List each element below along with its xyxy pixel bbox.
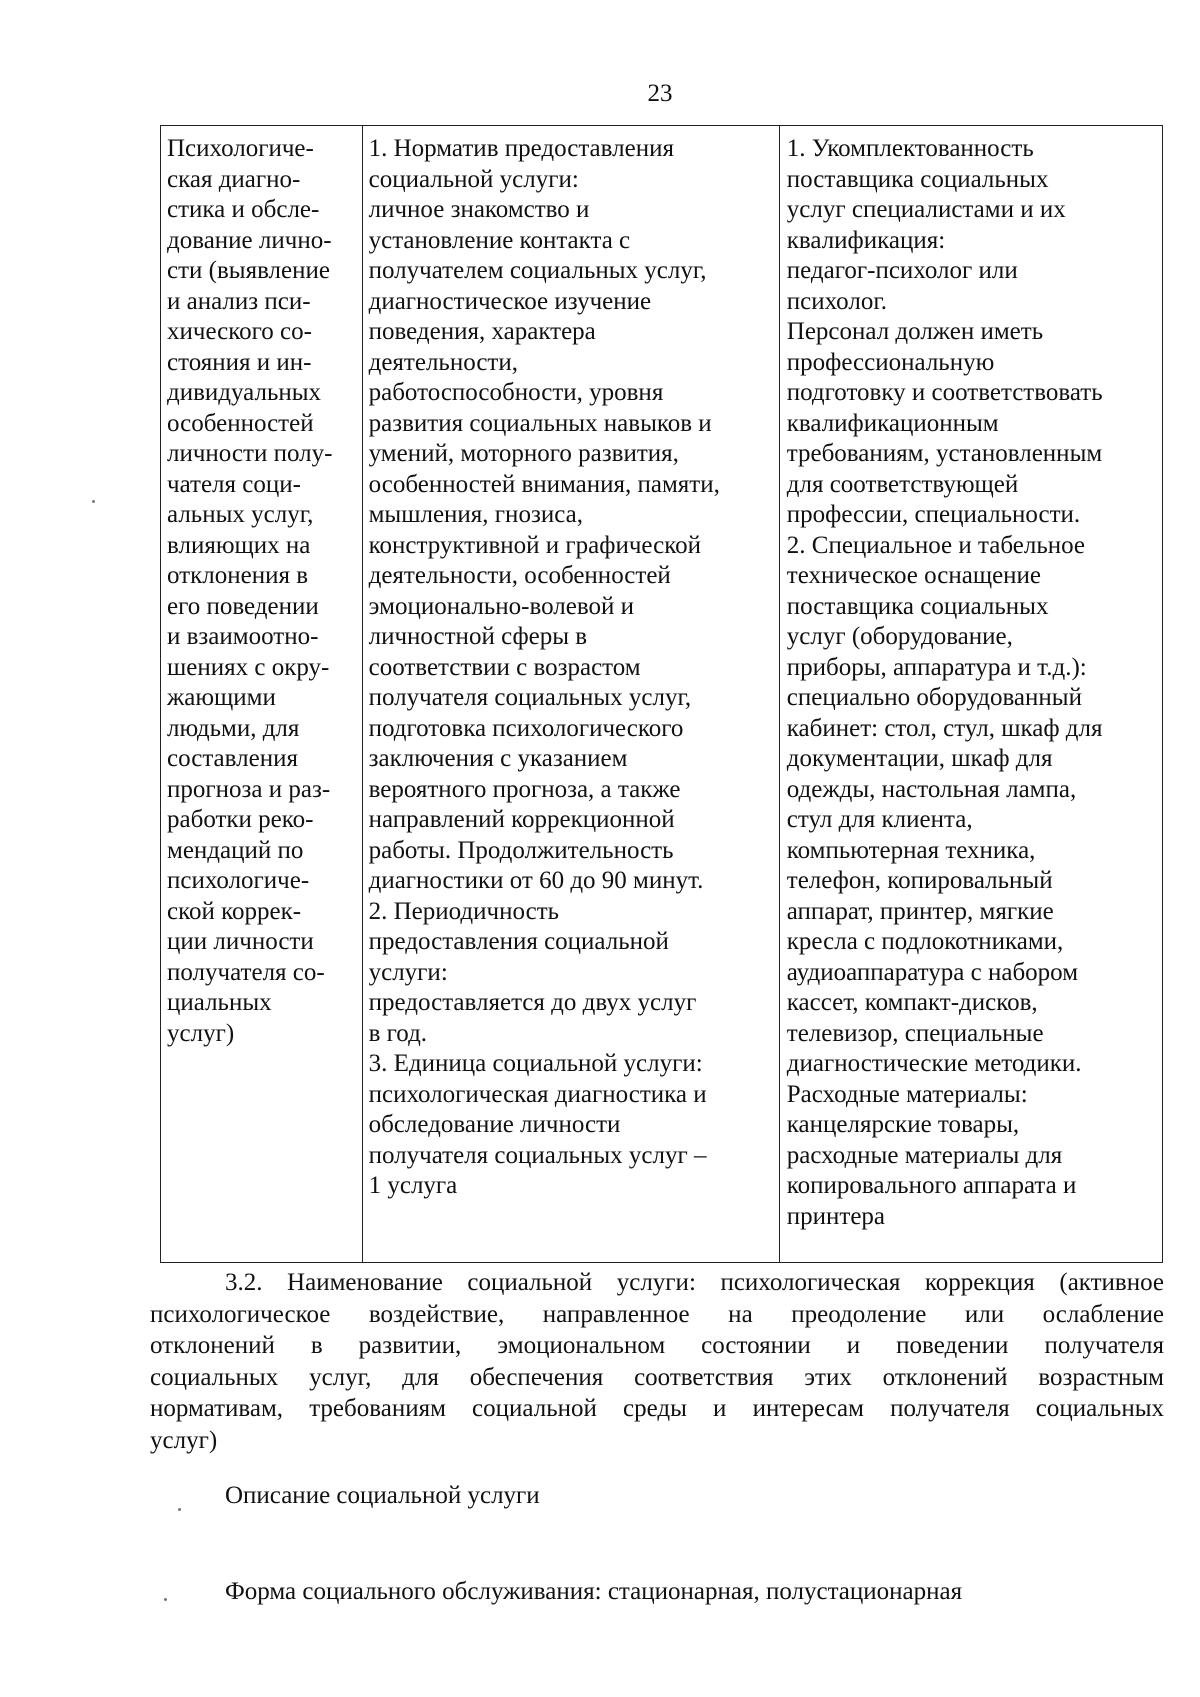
service-name-line: личности полу- [167, 440, 333, 467]
standards-line: обследование личности [368, 1111, 621, 1138]
conditions-line: квалификационным [786, 409, 999, 437]
standards-line: заключения с указанием [368, 745, 628, 772]
service-name-line: особенностей [167, 409, 314, 437]
standards-line: в год. [368, 1019, 428, 1047]
conditions-line: кассет, компакт-дисков, [786, 989, 1038, 1016]
service-conditions-cell [779, 126, 1162, 1262]
service-standards-cell [362, 126, 779, 1262]
conditions-line: подготовку и соответствовать [786, 379, 1103, 406]
standards-line: 1. Норматив предоставления [368, 135, 674, 162]
standards-line: 2. Периодичность [368, 897, 560, 925]
conditions-line: 1. Укомплектованность [786, 135, 1034, 162]
conditions-line: поставщика социальных [786, 165, 1049, 193]
paragraph-line: психологическое воздействие, направленное на преодоление или ослабление [150, 1300, 1164, 1328]
conditions-line: психолог. [786, 287, 887, 315]
conditions-line: профессии, специальности. [786, 501, 1081, 528]
service-name-line: хического со- [167, 318, 312, 345]
service-name-line: стика и обсле- [167, 196, 320, 223]
standards-line: услуги: [368, 958, 448, 986]
service-name-line: циальных [167, 989, 272, 1016]
standards-line: психологическая диагностика и [368, 1080, 707, 1108]
conditions-line: услуг специалистами и их [786, 196, 1066, 223]
paragraph-line: нормативам, требованиям социальной среды и интересам получателя социальных [150, 1395, 1164, 1422]
conditions-line: кабинет: стол, стул, шкаф для [786, 714, 1103, 742]
service-name-line: стояния и ин- [167, 348, 312, 376]
conditions-line: специально оборудованный [786, 684, 1082, 711]
standards-line: конструктивной и графической [368, 531, 701, 559]
conditions-line: диагностические методики. [786, 1050, 1082, 1077]
conditions-line: аппарат, принтер, мягкие [786, 897, 1054, 925]
paragraph-line: услуг) [150, 1426, 218, 1454]
description-heading: Описание социальной услуги [225, 1482, 540, 1509]
service-name-line: дивидуальных [167, 379, 322, 406]
conditions-line: Расходные материалы: [786, 1080, 1028, 1108]
standards-line: подготовка психологического [368, 714, 684, 742]
conditions-line: компьютерная техника, [786, 836, 1036, 864]
standards-line: диагностики от 60 до 90 минут. [368, 867, 704, 894]
standards-line: социальной услуги: [368, 165, 579, 193]
standards-line: предоставляется до двух услуг [368, 989, 697, 1016]
standards-line: особенностей внимания, памяти, [368, 470, 720, 498]
service-name-line: Психологиче- [167, 135, 314, 162]
standards-line: умений, моторного развития, [368, 440, 679, 467]
service-name-line: ской коррек- [167, 897, 302, 925]
standards-line: получателя социальных услуг – [368, 1141, 707, 1169]
standards-line: диагностическое изучение [368, 287, 652, 315]
service-name-line: жающими [167, 684, 276, 711]
standards-line: работы. Продолжительность [368, 836, 674, 864]
conditions-line: расходные материалы для [786, 1141, 1063, 1169]
standards-line: 1 услуга [368, 1172, 458, 1199]
conditions-line: приборы, аппаратура и т.д.): [786, 653, 1087, 681]
conditions-line: канцелярские товары, [786, 1111, 1020, 1138]
service-name-line: работки реко- [167, 806, 314, 833]
conditions-line: профессиональную [786, 348, 995, 376]
service-name-line: чателя соци- [167, 470, 301, 498]
standards-line: поведения, характера [368, 318, 596, 345]
service-form-line: Форма социального обслуживания: стационарная, полустационарная [225, 1578, 963, 1605]
standards-line: 3. Единица социальной услуги: [368, 1050, 703, 1077]
services-table [160, 125, 1163, 1263]
conditions-line: квалификация: [786, 226, 946, 254]
standards-line: вероятного прогноза, а также [368, 775, 681, 803]
paragraph-line: 3.2. Наименование социальной услуги: психологическая коррекция (активное [225, 1269, 1164, 1296]
standards-line: развития социальных навыков и [368, 409, 712, 437]
conditions-line: телефон, копировальный [786, 867, 1053, 894]
service-name-line: составления [167, 745, 298, 772]
service-name-line: ская диагно- [167, 165, 301, 193]
paragraph-line: отклонений в развитии, эмоциональном состоянии и поведении получателя [150, 1332, 1164, 1359]
service-name-line: ции личности [167, 928, 314, 955]
service-name-cell [161, 126, 362, 1262]
scan-speck [164, 1598, 167, 1601]
standards-line: работоспособности, уровня [368, 379, 664, 406]
conditions-line: одежды, настольная лампа, [786, 775, 1077, 803]
conditions-line: принтера [786, 1202, 886, 1230]
standards-line: установление контакта с [368, 226, 631, 254]
conditions-line: услуг (оборудование, [786, 623, 1013, 650]
conditions-line: стул для клиента, [786, 806, 973, 833]
scan-speck [178, 1508, 181, 1511]
service-name-line: шениях с окру- [167, 653, 330, 681]
service-name-line: дование лично- [167, 226, 332, 254]
conditions-line: техническое оснащение [786, 562, 1042, 589]
conditions-line: копировального аппарата и [786, 1172, 1077, 1199]
paragraph-line: социальных услуг, для обеспечения соответствия этих отклонений возрастным [150, 1363, 1164, 1391]
standards-line: направлений коррекционной [368, 806, 675, 833]
conditions-line: Персонал должен иметь [786, 318, 1044, 345]
conditions-line: 2. Специальное и табельное [786, 531, 1085, 559]
conditions-line: требованиям, установленным [786, 440, 1103, 467]
service-name-line: влияющих на [167, 531, 311, 559]
standards-line: получателя социальных услуг, [368, 684, 692, 711]
standards-line: личное знакомство и [368, 196, 590, 223]
service-name-line: и взаимоотно- [167, 623, 319, 650]
service-name-line: отклонения в [167, 562, 309, 589]
service-name-line: получателя со- [167, 958, 325, 986]
conditions-line: документации, шкаф для [786, 745, 1053, 772]
service-name-line: психологиче- [167, 867, 310, 894]
service-name-line: людьми, для [167, 714, 300, 742]
conditions-line: поставщика социальных [786, 592, 1049, 620]
standards-line: эмоционально-волевой и [368, 592, 634, 620]
conditions-line: для соответствующей [786, 470, 1019, 498]
scan-speck [92, 500, 95, 503]
service-name-line: мендаций по [167, 836, 304, 864]
standards-line: деятельности, [368, 348, 518, 376]
service-name-line: его поведении [167, 592, 319, 620]
service-name-line: услуг) [167, 1019, 235, 1047]
conditions-line: кресла с подлокотниками, [786, 928, 1064, 955]
standards-line: деятельности, особенностей [368, 562, 671, 589]
service-name-line: прогноза и раз- [167, 775, 331, 803]
standards-line: мышления, гнозиса, [368, 501, 583, 528]
section-3-2-paragraph [150, 1267, 1164, 1456]
conditions-line: аудиоаппаратура с набором [786, 958, 1079, 986]
service-name-line: альных услуг, [167, 501, 314, 528]
conditions-line: педагог-психолог или [786, 257, 1018, 284]
standards-line: соответствии с возрастом [368, 653, 641, 681]
standards-line: личностной сферы в [368, 623, 588, 650]
standards-line: получателем социальных услуг, [368, 257, 707, 284]
standards-line: предоставления социальной [368, 928, 669, 955]
conditions-line: телевизор, специальные [786, 1019, 1044, 1047]
service-name-line: и анализ пси- [167, 287, 311, 315]
service-name-line: сти (выявление [167, 257, 330, 284]
page-number: 23 [647, 80, 673, 107]
